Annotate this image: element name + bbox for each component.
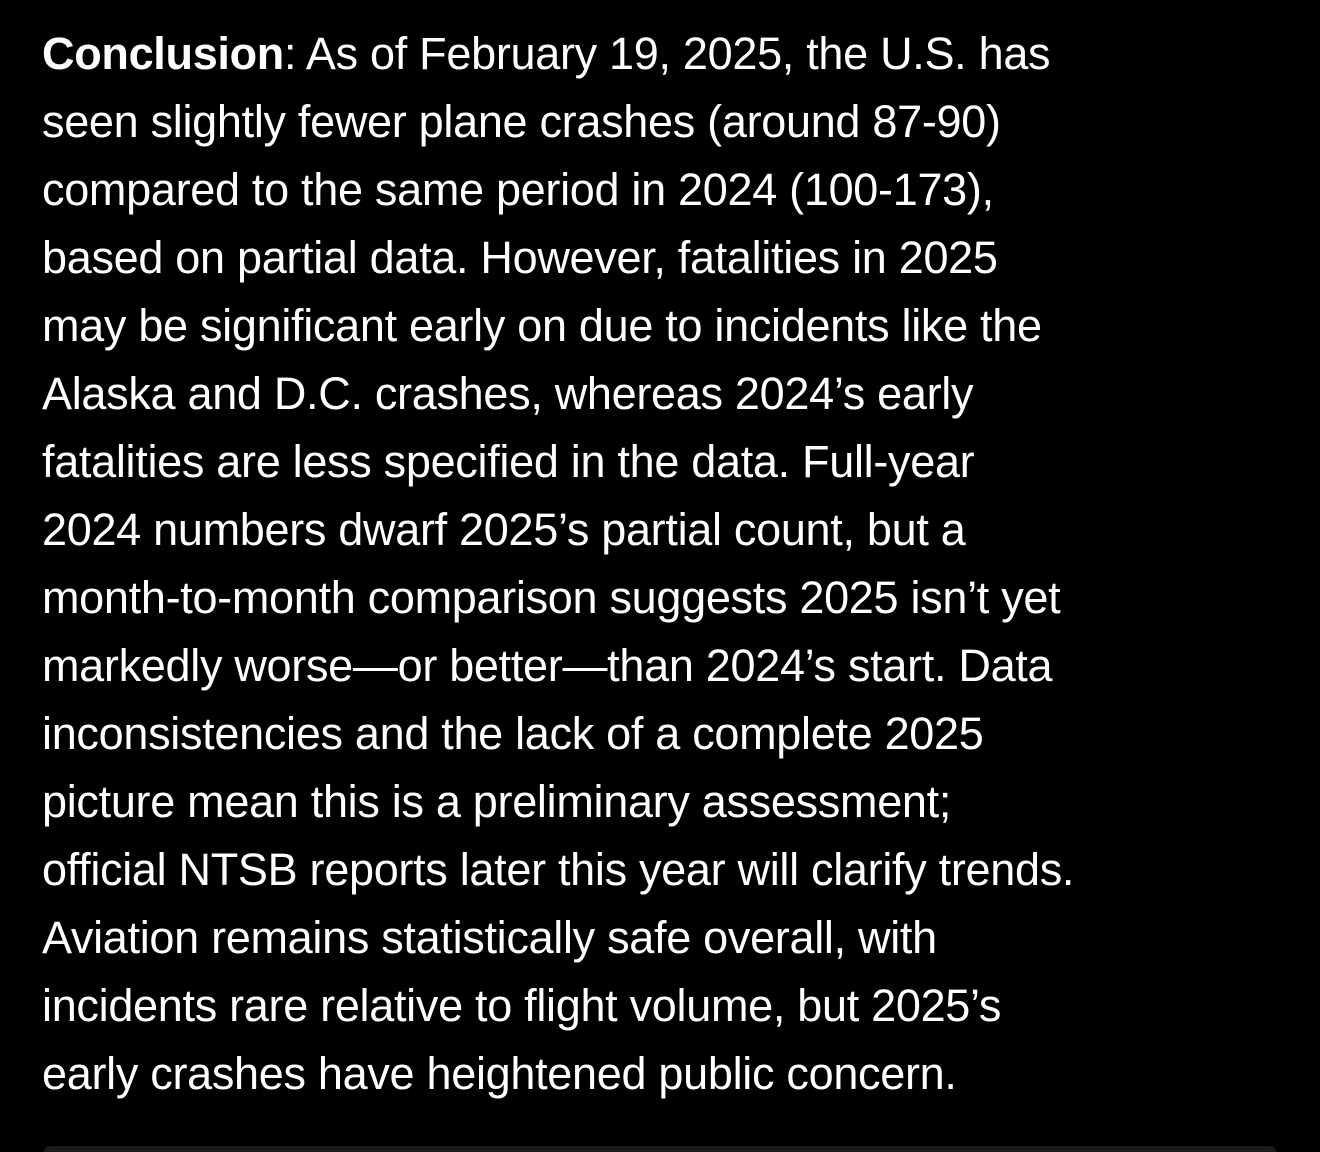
message-line: may be significant early on due to incidents like the — [42, 300, 1042, 351]
message-line: 2024 numbers dwarf 2025’s partial count, but a — [42, 504, 966, 555]
message-line: seen slightly fewer plane crashes (around 87-90) — [42, 96, 1001, 147]
message-line: incidents rare relative to flight volume, but 2025’s — [42, 980, 1002, 1031]
message-line: Alaska and D.C. crashes, whereas 2024’s early — [42, 368, 974, 419]
message-line: based on partial data. However, fatalities in 2025 — [42, 232, 998, 283]
message-line — [42, 20, 1304, 88]
message-line: markedly worse—or better—than 2024’s start. Data — [42, 640, 1053, 691]
message-line: Aviation remains statistically safe overall, with — [42, 912, 937, 963]
response-message — [42, 20, 1304, 1108]
conclusion-heading: Conclusion — [42, 28, 284, 79]
message-line: fatalities are less specified in the data. Full-year — [42, 436, 975, 487]
message-line-text: As of February 19, 2025, the U.S. has — [296, 28, 1051, 79]
message-line: official NTSB reports later this year will clarify trends. — [42, 844, 1075, 895]
message-line: compared to the same period in 2024 (100-173), — [42, 164, 994, 215]
message-line: picture mean this is a preliminary assessment; — [42, 776, 952, 827]
message-line: inconsistencies and the lack of a complete 2025 — [42, 708, 984, 759]
message-line: month-to-month comparison suggests 2025 isn’t yet — [42, 572, 1061, 623]
heading-colon: : — [284, 28, 297, 79]
message-line: early crashes have heightened public concern. — [42, 1048, 957, 1099]
input-bar-edge — [44, 1146, 1276, 1152]
